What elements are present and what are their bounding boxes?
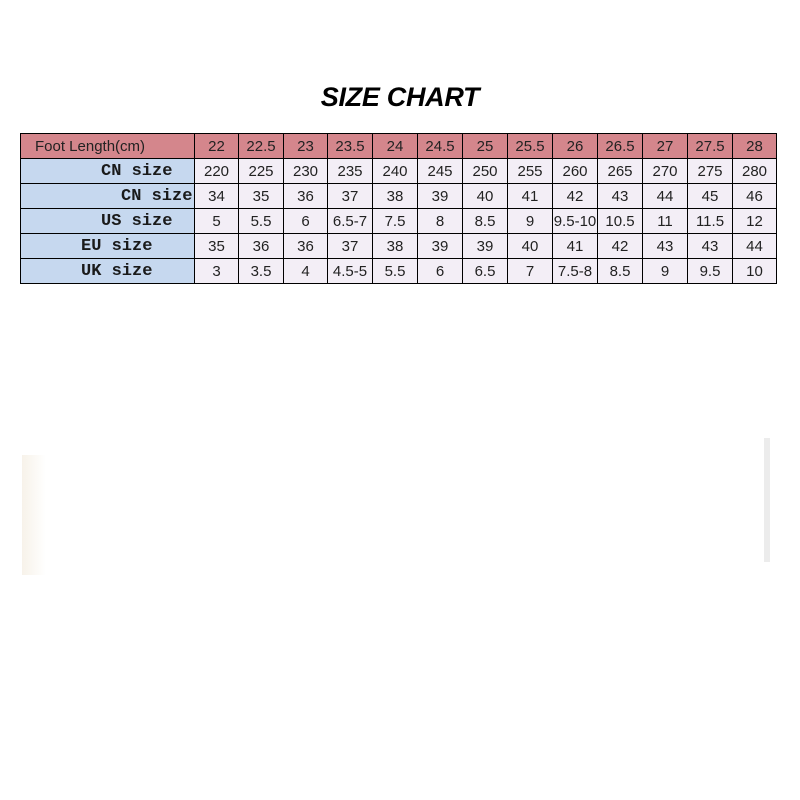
header-cell: 26	[553, 134, 598, 159]
table-cell: 235	[328, 159, 373, 184]
table-cell: 11.5	[688, 209, 733, 234]
table-cell: 40	[508, 234, 553, 259]
table-cell: 9.5	[688, 259, 733, 284]
table-cell: 3.5	[239, 259, 284, 284]
table-cell: 270	[643, 159, 688, 184]
table-row	[21, 259, 777, 284]
table-cell: 225	[239, 159, 284, 184]
header-cell: 22	[195, 134, 239, 159]
table-cell: 40	[463, 184, 508, 209]
table-cell: 11	[643, 209, 688, 234]
table-cell: 7.5-8	[553, 259, 598, 284]
table-cell: 38	[373, 184, 418, 209]
table-cell: 43	[598, 184, 643, 209]
row-label: CN size	[21, 159, 195, 184]
table-cell: 43	[688, 234, 733, 259]
header-cell: 27.5	[688, 134, 733, 159]
table-cell: 36	[284, 234, 328, 259]
row-label: UK size	[21, 259, 195, 284]
table-cell: 10.5	[598, 209, 643, 234]
row-label: US size	[21, 209, 195, 234]
table-cell: 36	[239, 234, 284, 259]
header-cell: 27	[643, 134, 688, 159]
table-cell: 240	[373, 159, 418, 184]
header-cell: 24	[373, 134, 418, 159]
header-cell: 23.5	[328, 134, 373, 159]
table-cell: 41	[553, 234, 598, 259]
faded-image-edge	[22, 455, 46, 575]
table-cell: 255	[508, 159, 553, 184]
table-cell: 43	[643, 234, 688, 259]
table-cell: 7.5	[373, 209, 418, 234]
table-row	[21, 234, 777, 259]
table-cell: 44	[733, 234, 777, 259]
table-cell: 46	[733, 184, 777, 209]
table-cell: 220	[195, 159, 239, 184]
header-cell: 23	[284, 134, 328, 159]
header-cell: 25.5	[508, 134, 553, 159]
table-cell: 5.5	[373, 259, 418, 284]
table-row	[21, 209, 777, 234]
table-row	[21, 159, 777, 184]
table-cell: 39	[418, 184, 463, 209]
table-cell: 6	[418, 259, 463, 284]
table-cell: 250	[463, 159, 508, 184]
table-cell: 9	[643, 259, 688, 284]
header-cell: 24.5	[418, 134, 463, 159]
table-cell: 34	[195, 184, 239, 209]
table-cell: 12	[733, 209, 777, 234]
table-cell: 37	[328, 234, 373, 259]
table-cell: 8.5	[598, 259, 643, 284]
table-header-row	[21, 134, 777, 159]
table-cell: 7	[508, 259, 553, 284]
header-cell: 25	[463, 134, 508, 159]
table-cell: 42	[553, 184, 598, 209]
table-cell: 36	[284, 184, 328, 209]
table-cell: 37	[328, 184, 373, 209]
table-cell: 6.5	[463, 259, 508, 284]
table-cell: 4.5-5	[328, 259, 373, 284]
table-cell: 6.5-7	[328, 209, 373, 234]
table-cell: 4	[284, 259, 328, 284]
table-cell: 280	[733, 159, 777, 184]
faded-image-edge	[764, 438, 770, 562]
table-row	[21, 184, 777, 209]
header-label: Foot Length(cm)	[21, 134, 195, 159]
table-cell: 38	[373, 234, 418, 259]
table-cell: 5	[195, 209, 239, 234]
table-cell: 9	[508, 209, 553, 234]
row-label: EU size	[21, 234, 195, 259]
table-cell: 42	[598, 234, 643, 259]
table-cell: 5.5	[239, 209, 284, 234]
header-cell: 22.5	[239, 134, 284, 159]
table-cell: 3	[195, 259, 239, 284]
table-cell: 6	[284, 209, 328, 234]
table-cell: 275	[688, 159, 733, 184]
table-cell: 44	[643, 184, 688, 209]
table-cell: 245	[418, 159, 463, 184]
table-cell: 35	[239, 184, 284, 209]
size-chart-table	[20, 133, 777, 284]
table-cell: 39	[463, 234, 508, 259]
row-label: CN size	[21, 184, 195, 209]
page-title: SIZE CHART	[320, 82, 480, 112]
table-cell: 265	[598, 159, 643, 184]
table-cell: 41	[508, 184, 553, 209]
table-cell: 9.5-10	[553, 209, 598, 234]
table-cell: 10	[733, 259, 777, 284]
table-cell: 260	[553, 159, 598, 184]
table-cell: 8.5	[463, 209, 508, 234]
header-cell: 26.5	[598, 134, 643, 159]
table-cell: 230	[284, 159, 328, 184]
table-cell: 39	[418, 234, 463, 259]
table-cell: 45	[688, 184, 733, 209]
table-cell: 35	[195, 234, 239, 259]
table-cell: 8	[418, 209, 463, 234]
header-cell: 28	[733, 134, 777, 159]
